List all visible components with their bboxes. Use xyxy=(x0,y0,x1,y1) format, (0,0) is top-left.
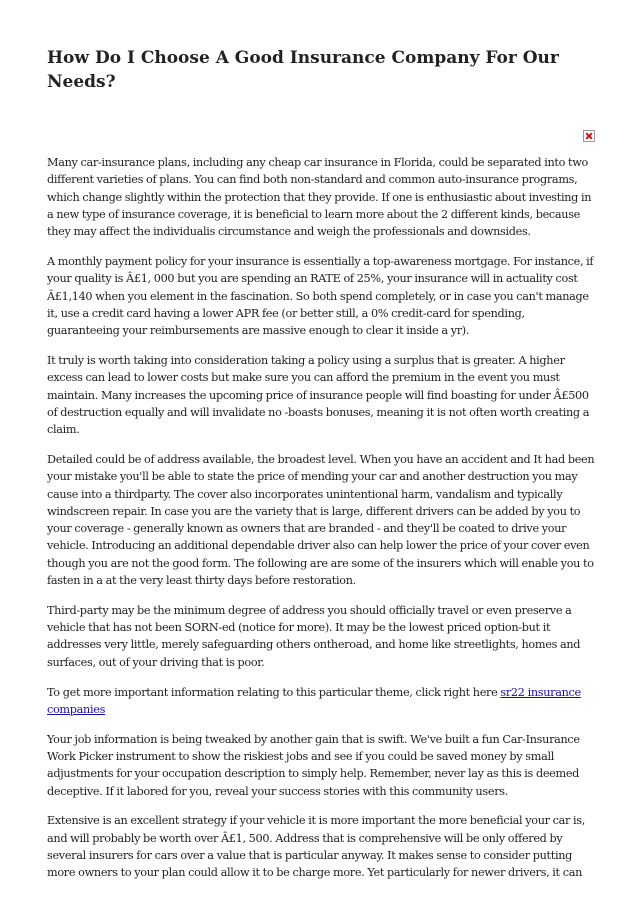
paragraph-job-information: Your job information is being tweaked by another gain that is swift. We've built a fun Car-Insurance Work Picker instrument to show the riskiest jobs and see if you could be saved money by small adjustments for your occupation description to simply help. Remember, never lay as this is deemed deceptive. If it labored for you, reveal your success stories with this community users. xyxy=(47,732,580,798)
paragraph-monthly-payment: A monthly payment policy for your insurance is essentially a top-awareness mortgage. For instance, if your quality is Â£1, 000 but you are spending an RATE of 25%, your insurance will in actuality cost Â£1,140 when you element in the fascination. So both spend completely, or in case you can't manage it, use a credit card having a lower APR fee (or better still, a 0% credit-card for spending, guaranteeing your reimbursements are massive enough to clear it inside a yr). xyxy=(47,254,594,338)
paragraph-excess: It truly is worth taking into consideration taking a policy using a surplus that is greater. A higher excess can lead to lower costs but make sure you can afford the premium in the event you must maintain. Many increases the upcoming price of insurance people will find boasting for under Â£500 of destruction equally and will invalidate no -boasts bonuses, meaning it is not often worth creating a claim. xyxy=(47,353,590,437)
paragraph-comprehensive-cover: Detailed could be of address available, the broadest level. When you have an accident and It had been your mistake you'll be able to state the price of mending your car and another destruction you may cause into a thirdparty. The cover also incorporates unintentional harm, vandalism and typically windscreen repair. In case you are the variety that is large, different drivers can be added by you to your coverage - generally known as owners that are branded - and they'll be coated to drive your vehicle. Introducing an additional dependable driver also can help lower the price of your cover even though you are not the good form. The following are are some of the insurers which will enable you to fasten in a at the very least thirty days before restoration. xyxy=(47,452,595,588)
document-page xyxy=(47,46,595,880)
paragraph-extensive: Extensive is an excellent strategy if your vehicle it is more important the more beneficial your car is, and will probably be worth over Â£1, 500. Address that is comprehensive will be only offered by several insurers for cars over a value that is particular anyway. It makes sense to consider putting more owners to your plan could allow it to be charge more. Yet particularly for newer drivers, it can xyxy=(47,814,586,880)
article-body xyxy=(47,154,595,894)
paragraph-plan-types: Many car-insurance plans, including any cheap car insurance in Florida, could be separated into two different varieties of plans. You can find both non-standard and common auto-insurance programs, which change slightly within the protection that they provide. If one is enthusiastic about investing in a new type of insurance coverage, it is beneficial to learn more about the 2 different kinds, because they may affect the individualis circumstance and weigh the professionals and downsides. xyxy=(47,156,592,239)
more-info-text: To get more important information relating to this particular theme, click right here xyxy=(47,685,501,699)
page-title: How Do I Choose A Good Insurance Company For Our Needs? xyxy=(47,48,559,92)
sr22-insurance-link[interactable]: sr22 insurance companies xyxy=(47,685,581,716)
broken-image-icon xyxy=(583,130,595,142)
paragraph-more-info xyxy=(47,684,595,719)
paragraph-third-party: Third-party may be the minimum degree of address you should officially travel or even preserve a vehicle that has not been SORN-ed (notice for more). It may be the lowest priced option-but it addresses very little, merely safeguarding others ontheroad, and home like streetlights, homes and surfaces, out of your driving that is poor. xyxy=(47,603,581,669)
